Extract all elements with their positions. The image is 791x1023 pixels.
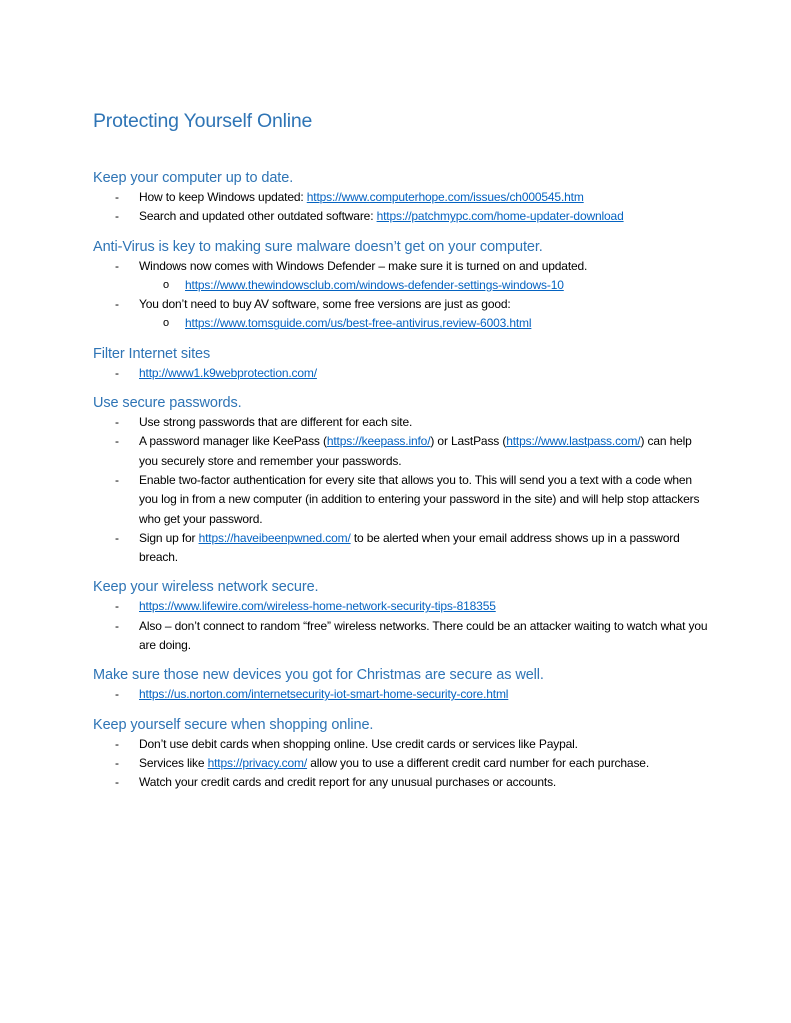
section-antivirus	[93, 237, 713, 334]
tomsguide-link[interactable]: https://www.tomsguide.com/us/best-free-antivirus,review-6003.html	[185, 316, 532, 331]
list-item	[93, 364, 713, 383]
keepass-link[interactable]: https://keepass.info/	[326, 434, 431, 449]
haveibeenpwned-link[interactable]: https://haveibeenpwned.com/	[198, 530, 351, 545]
circle-bullet: o	[163, 317, 169, 330]
dash-bullet: -	[115, 687, 119, 702]
sub-list-item	[139, 276, 713, 295]
list-item: - Search and updated other outdated software: https://patchmypc.com/home-updater-download	[93, 207, 713, 226]
dash-bullet: -	[115, 755, 119, 770]
list-item: - Don’t use debit cards when shopping online. Use credit cards or services like Paypal.	[93, 735, 713, 754]
dash-bullet: -	[115, 472, 119, 487]
section-heading: Keep yourself secure when shopping online.	[93, 716, 374, 733]
computerhope-link[interactable]: https://www.computerhope.com/issues/ch000545.htm	[306, 190, 584, 204]
list-item: - Windows now comes with Windows Defender – make sure it is turned on and updated.	[93, 257, 713, 276]
patchmypc-link[interactable]: https://patchmypc.com/home-updater-download	[376, 209, 624, 224]
list-item: - Also – don’t connect to random “free” wireless networks. There could be an attacker waiting to watch what you are doing.	[115, 618, 708, 653]
dash-bullet: -	[115, 258, 119, 273]
section-filter	[93, 344, 713, 383]
section-heading: Keep your computer up to date.	[93, 170, 294, 186]
dash-bullet: -	[115, 618, 119, 633]
section-heading: Keep your wireless network secure.	[93, 579, 319, 596]
dash-bullet: -	[115, 297, 119, 312]
dash-bullet: -	[115, 599, 119, 614]
section-wireless	[93, 577, 713, 655]
dash-bullet: -	[115, 415, 119, 430]
document-page	[93, 108, 713, 803]
list-item: - How to keep Windows updated: https://www.computerhope.com/issues/ch000545.htm	[93, 188, 713, 207]
list-item: - A password manager like KeePass (https://keepass.info/) or LastPass (https://www.lastpass.com/) can help you securely store and remember your passwords.	[115, 434, 692, 468]
sub-list-item	[139, 314, 713, 333]
k9webprotection-link[interactable]: http://www1.k9webprotection.com/	[139, 365, 317, 380]
list-item	[93, 685, 713, 704]
thewindowsclub-link[interactable]: https://www.thewindowsclub.com/windows-defender-settings-windows-10	[185, 277, 564, 292]
circle-bullet: o	[163, 278, 169, 291]
dash-bullet: -	[115, 530, 119, 545]
list-item: - Sign up for https://haveibeenpwned.com/ to be alerted when your email address shows up in a password breach.	[115, 530, 680, 565]
norton-link[interactable]: https://us.norton.com/internetsecurity-iot-smart-home-security-core.html	[139, 687, 509, 702]
dash-bullet: -	[115, 365, 119, 380]
list-item	[93, 597, 713, 616]
dash-bullet: -	[115, 434, 119, 449]
list-item: - Watch your credit cards and credit report for any unusual purchases or accounts.	[93, 773, 713, 792]
section-devices	[93, 665, 713, 704]
privacy-link[interactable]: https://privacy.com/	[207, 755, 308, 770]
section-heading: Make sure those new devices you got for Christmas are secure as well.	[93, 667, 544, 684]
lifewire-link[interactable]: https://www.lifewire.com/wireless-home-network-security-tips-818355	[139, 599, 496, 614]
dash-bullet: -	[115, 209, 119, 224]
section-heading: Anti-Virus is key to making sure malware doesn’t get on your computer.	[93, 238, 543, 255]
section-heading: Filter Internet sites	[93, 345, 211, 362]
list-item: - Use strong passwords that are different for each site.	[93, 413, 713, 432]
list-item: - You don’t need to buy AV software, some free versions are just as good:	[93, 295, 713, 314]
lastpass-link[interactable]: https://www.lastpass.com/	[506, 434, 641, 449]
document-title: Protecting Yourself Online	[93, 110, 313, 132]
dash-bullet: -	[115, 190, 119, 204]
section-update	[93, 168, 713, 227]
section-heading: Use secure passwords.	[93, 395, 242, 412]
section-passwords	[93, 393, 713, 567]
dash-bullet: -	[115, 775, 119, 790]
list-item: - Enable two-factor authentication for every site that allows you to. This will send you a text with a code when you log in from a new computer (in addition to entering your password in the site) and will help stop attackers who get your password.	[115, 472, 700, 526]
dash-bullet: -	[115, 736, 119, 751]
section-shopping	[93, 715, 713, 793]
list-item: - Services like https://privacy.com/ allow you to use a different credit card number for each purchase.	[93, 754, 713, 773]
